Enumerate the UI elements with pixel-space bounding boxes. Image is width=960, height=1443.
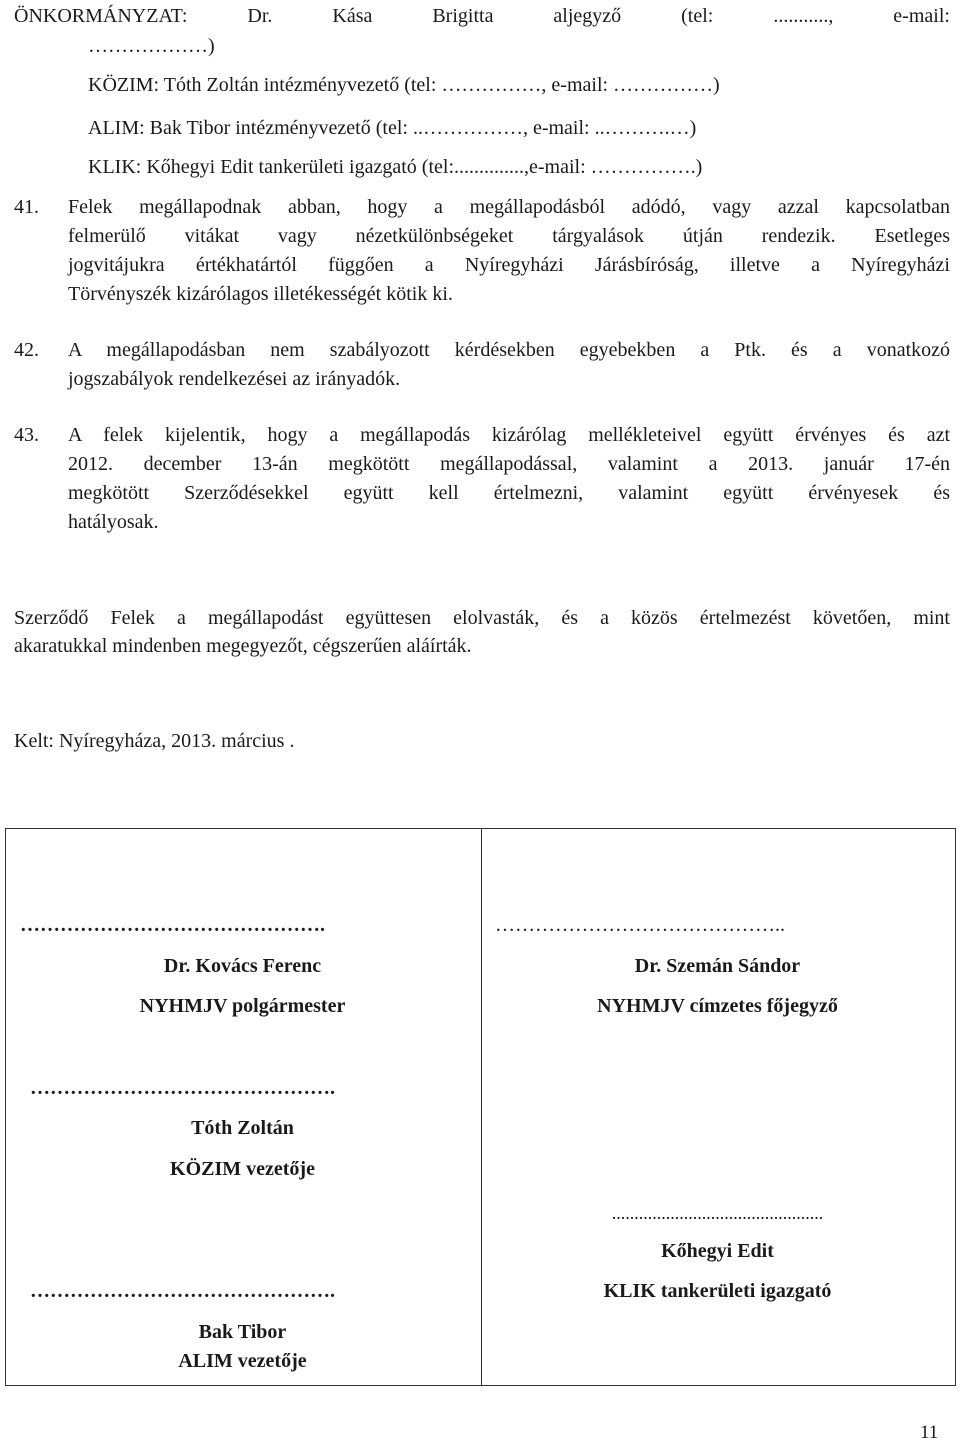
clause-43-line-3: megkötött Szerződésekkel együtt kell értelmezni, valamint együtt érvényesek és	[68, 482, 950, 504]
clause-43-line-4: hatályosak.	[68, 511, 159, 533]
signature-dots-bak: ……………………………………….	[30, 1280, 335, 1302]
contact-onk-f: (tel:	[681, 5, 714, 27]
signature-title-toth: KÖZIM vezetője	[170, 1158, 315, 1180]
clause-41-line-4: Törvényszék kizárólagos illetékességét kötik ki.	[68, 283, 453, 305]
signature-column-divider	[481, 828, 482, 1386]
page-number: 11	[920, 1422, 939, 1443]
contact-onk-d: Brigitta	[432, 5, 494, 27]
place-date: Kelt: Nyíregyháza, 2013. március .	[14, 730, 295, 752]
signature-name-kovacs: Dr. Kovács Ferenc	[163, 955, 322, 977]
contact-onk-b: Dr.	[247, 5, 273, 27]
clause-41-number: 41.	[14, 196, 39, 218]
clause-42-line-1: A megállapodásban nem szabályozott kérdésekben egyebekben a Ptk. és a vonatkozó	[68, 339, 950, 361]
signature-title-bak: ALIM vezetője	[178, 1350, 307, 1372]
contact-line-kozim: KÖZIM: Tóth Zoltán intézményvezető (tel: ……………, e-mail: ……………)	[88, 74, 720, 96]
contact-onk-h: e-mail:	[893, 5, 950, 27]
contact-line-onkormanyzat-cont: ………………)	[88, 35, 215, 57]
closing-line-1: Szerződő Felek a megállapodást együttesen elolvasták, és a közös értelmezést követően, mint	[14, 607, 950, 629]
signature-name-bak: Bak Tibor	[198, 1321, 287, 1343]
signature-title-kovacs: NYHMJV polgármester	[139, 995, 346, 1017]
signature-dots-kohegyi: ...............................................	[611, 1203, 824, 1223]
closing-line-2: akaratukkal mindenben megegyezőt, cégszerűen aláírták.	[14, 635, 472, 657]
clause-43-line-1: A felek kijelentik, hogy a megállapodás kizárólag mellékleteivel együtt érvényes és azt	[68, 424, 950, 446]
clause-41-line-3: jogvitájukra értékhatártól függően a Nyíregyházi Járásbíróság, illetve a Nyíregyházi	[68, 254, 950, 276]
contact-line-klik: KLIK: Kőhegyi Edit tankerületi igazgató (tel:..............,e-mail: …………….)	[88, 156, 703, 178]
signature-dots-szeman: ……………………………………..	[495, 914, 785, 936]
signature-dots-kovacs: ……………………………………….	[20, 914, 325, 936]
clause-43-number: 43.	[14, 424, 39, 446]
clause-41-line-2: felmerülő vitákat vagy nézetkülönbségeket tárgyalások útján rendezik. Esetleges	[68, 225, 950, 247]
contact-onk-c: Kása	[332, 5, 373, 27]
clause-43-line-2: 2012. december 13-án megkötött megállapodással, valamint a 2013. január 17-én	[68, 453, 950, 475]
contact-onk-e: aljegyző	[553, 5, 622, 27]
contact-line-alim: ALIM: Bak Tibor intézményvezető (tel: ..……………, e-mail: ..……….…)	[88, 117, 697, 139]
clause-42-number: 42.	[14, 339, 39, 361]
signature-dots-toth: ……………………………………….	[30, 1077, 335, 1099]
signature-name-toth: Tóth Zoltán	[191, 1117, 294, 1139]
contact-onk-g: ...........,	[773, 5, 834, 27]
signature-name-szeman: Dr. Szemán Sándor	[634, 955, 801, 977]
contact-line-onkormanyzat	[14, 6, 950, 26]
signature-title-kohegyi: KLIK tankerületi igazgató	[603, 1280, 832, 1302]
signature-name-kohegyi: Kőhegyi Edit	[661, 1240, 774, 1262]
contact-onk-a: ÖNKORMÁNYZAT:	[14, 5, 188, 27]
clause-41-line-1: Felek megállapodnak abban, hogy a megállapodásból adódó, vagy azzal kapcsolatban	[68, 196, 950, 218]
signature-title-szeman: NYHMJV címzetes főjegyző	[597, 995, 838, 1017]
clause-42-line-2: jogszabályok rendelkezései az irányadók.	[68, 368, 401, 390]
